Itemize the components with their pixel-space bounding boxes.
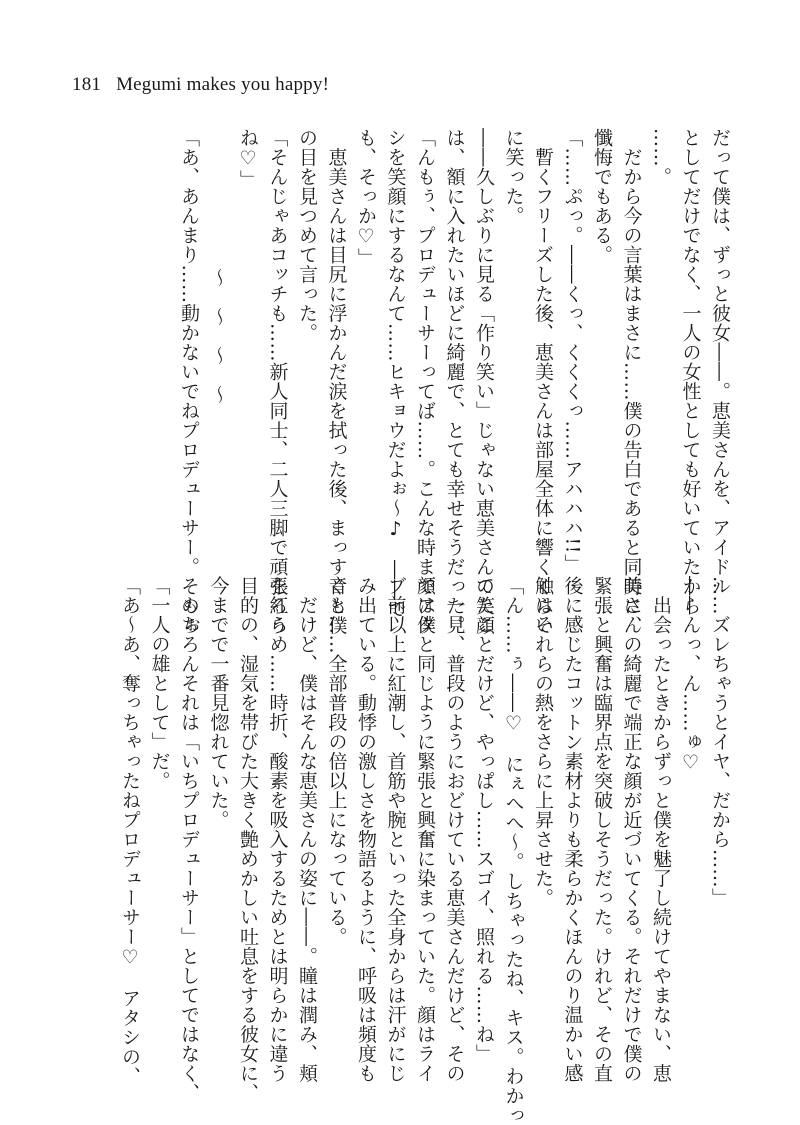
text-line: 顔は僕と同じように緊張と興奮に染まっていた。顔はライ (414, 576, 436, 1083)
text-line: ――久しぶりに見る「作り笑い」じゃない恵美さんの笑顔 (473, 128, 495, 635)
text-line: 目的の、湿気を帯びた大きく艶めかしい吐息をする彼女に、 (237, 576, 259, 1103)
text-line: シを笑顔にするなんて……ヒキョウだよぉ～♪ ――で (384, 128, 407, 619)
text-line: ね♡」 (237, 128, 259, 190)
text-line: に笑った。 (502, 128, 525, 226)
text-line: てたことだけど、やっぱし……スゴイ、照れる……ね」 (473, 576, 495, 1064)
text-line: 音も……全部普段の倍以上になっている。 (325, 576, 348, 947)
text-line: の目を見つめて言った。 (296, 128, 318, 343)
text-line: は、額に入れたいほどに綺麗で、とても幸せそうだった。 (443, 128, 466, 635)
text-line: 「あ～あ、奪っちゃったねプロデューサー♡ アタシの、 (119, 576, 141, 1086)
text-line: 今までで一番見惚れていた。 (207, 576, 230, 830)
text-line: ……。 (650, 128, 672, 187)
text-line: ブ前以上に紅潮し、首筋や腕といった全身からは汗がにじ (384, 576, 407, 1083)
text-line: 懺悔でもある。 (591, 128, 613, 265)
text-line: 「あ、あんまり……動かないでねプロデューサー。そのぉ (178, 128, 200, 635)
text-line: としてだけでなく、一人の女性としても好いていたから (679, 128, 702, 616)
text-line: ……ズレちゃうとイヤ、だから……」 (709, 576, 731, 908)
text-line: 出会ったときからずっと僕を魅了し続けてやまない、恵 (650, 576, 672, 1083)
text-line: 「ん……ぅ――♡ にぇへへ～。しちゃったね、キス。わかっ (502, 576, 525, 1125)
text-line: 一見、普段のようにおどけている恵美さんだけど、その (443, 576, 466, 1083)
scene-break: ～ ～ ～ ～ (207, 268, 230, 405)
text-line: だから今の言葉はまさに……僕の告白であると同時に、 (620, 128, 643, 635)
text-line: ――んっ、ん……ゅ♡ (679, 576, 702, 774)
text-line: 「んもぅ、プロデューサーってば……。こんな時までアタ (414, 128, 436, 635)
text-line: だけど、僕はそんな恵美さんの姿に――。瞳は潤み、頬 (296, 576, 318, 1083)
text-line: 「一人の雄として」だ。 (148, 576, 171, 791)
text-line: だって僕は、ずっと彼女――。恵美さんを、アイドル (709, 128, 731, 596)
text-line: 「そんじゃあコッチも……新人同士、二人三脚で頑張ろう (266, 128, 289, 635)
text-line: もちろんそれは「いちプロデューサー」としてではなく、 (178, 576, 200, 1103)
text-line: 美さんの綺麗で端正な顔が近づいてくる。それだけで僕の (620, 576, 643, 1083)
page-header (72, 74, 329, 96)
text-line: も、そっか♡」 (355, 128, 377, 268)
text-line: 恵美さんは目尻に浮かんだ涙を拭った後、まっすぐと僕 (325, 128, 348, 635)
text-line: 緊張と興奮は臨界点を突破しそうだった。けれど、その直 (591, 576, 613, 1083)
text-line: 触はそれらの熱をさらに上昇させた。 (532, 576, 554, 908)
text-line: み出ている。動悸の激しさを物語るように、呼吸は頻度も (355, 576, 377, 1083)
text-line: 「……ぷっ。――くっ、くくくっ……アハハハ!!」 (561, 128, 584, 574)
upper-text-block (174, 128, 735, 635)
text-line: を紅らめ……時折、酸素を吸入するためとは明らかに違う (266, 576, 289, 1083)
text-line: 後に感じたコットン素材よりも柔らかくほんのり温かい感 (561, 576, 584, 1083)
text-line: 暫くフリーズした後、恵美さんは部屋全体に響くくらい (532, 128, 554, 635)
page-number: 181 (72, 74, 102, 95)
lower-text-block (115, 576, 735, 1125)
running-title: Megumi makes you happy! (116, 74, 330, 95)
